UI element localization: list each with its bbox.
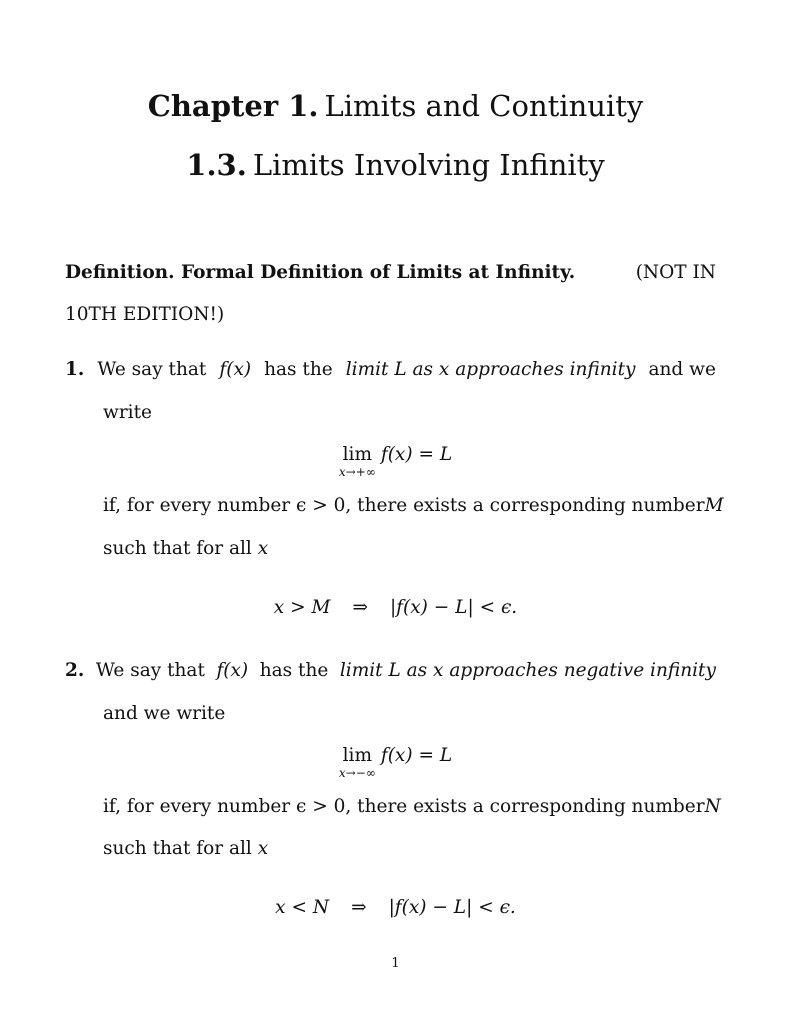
chapter-heading (0, 86, 791, 126)
definition-note-part1: (NOT IN (635, 262, 716, 283)
item1-condition-line2-text: such that for all (103, 538, 252, 559)
item2-lim-rhs: f(x) = L (380, 745, 453, 766)
item1-impl-right: |f(x) − L| < ϵ. (389, 597, 518, 618)
item2-condition-line2 (103, 836, 268, 862)
item2-condition-text: if, for every number ϵ > 0, there exists a corresponding number (103, 796, 705, 817)
implies-arrow-icon: ⇒ (351, 897, 367, 918)
item2-text-b: has the (259, 660, 329, 681)
item2-fx: f(x) (216, 660, 249, 681)
page-number: 1 (391, 956, 400, 971)
item1-condition-line1 (103, 493, 724, 519)
item1-text-c: and we (648, 359, 716, 380)
item1-lim-subscript: x→+∞ (338, 465, 376, 479)
item1-condition-text: if, for every number ϵ > 0, there exists a corresponding number (103, 495, 705, 516)
item2-lim-operator (339, 745, 376, 779)
item1-condition-var: M (704, 495, 724, 516)
implies-arrow-icon: ⇒ (352, 597, 368, 618)
item2-number: 2. (65, 660, 85, 681)
item1-number: 1. (65, 359, 85, 380)
definition-heading: Definition. Formal Definition of Limits at Infinity. (65, 262, 576, 283)
section-title: Limits Involving Infinity (252, 148, 605, 182)
item2-impl-left: x < N (275, 897, 330, 918)
chapter-title: Limits and Continuity (324, 89, 644, 123)
item1-limit-equation (0, 444, 791, 478)
item2-limit-equation (0, 745, 791, 779)
item2-lim-word: lim (342, 745, 372, 766)
section-heading (0, 145, 791, 185)
item1-impl-left: x > M (273, 597, 331, 618)
item1-condition-x: x (257, 538, 269, 559)
item1-limit-phrase: limit L as x approaches infinity (345, 359, 636, 380)
item2-lim-subscript: x→−∞ (338, 766, 376, 780)
item1-line1 (65, 357, 716, 383)
item2-limit-phrase: limit L as x approaches negative infinity (339, 660, 716, 681)
item2-condition-line1 (103, 794, 721, 820)
section-label: 1.3. (186, 148, 247, 182)
definition-heading-line (65, 260, 716, 286)
item2-condition-line2-text: such that for all (103, 838, 252, 859)
item2-write: and we write (103, 703, 226, 724)
item1-fx: f(x) (219, 359, 252, 380)
item1-text-b: has the (264, 359, 333, 380)
item2-line1 (65, 658, 716, 684)
item1-lim-word: lim (342, 444, 372, 465)
item2-impl-right: |f(x) − L| < ϵ. (388, 897, 516, 918)
item2-condition-var: N (704, 796, 721, 817)
item2-text-a: We say that (95, 660, 205, 681)
item1-lim-rhs: f(x) = L (380, 444, 453, 465)
item1-implication (0, 595, 791, 621)
item1-text-a: We say that (97, 359, 207, 380)
item1-lim-operator (339, 444, 376, 478)
item1-write: write (103, 402, 152, 423)
item2-condition-x: x (257, 838, 269, 859)
item2-implication (0, 895, 791, 921)
definition-note-part2: 10TH EDITION!) (65, 304, 225, 325)
chapter-label: Chapter 1. (147, 89, 319, 123)
item1-condition-line2 (103, 536, 268, 562)
